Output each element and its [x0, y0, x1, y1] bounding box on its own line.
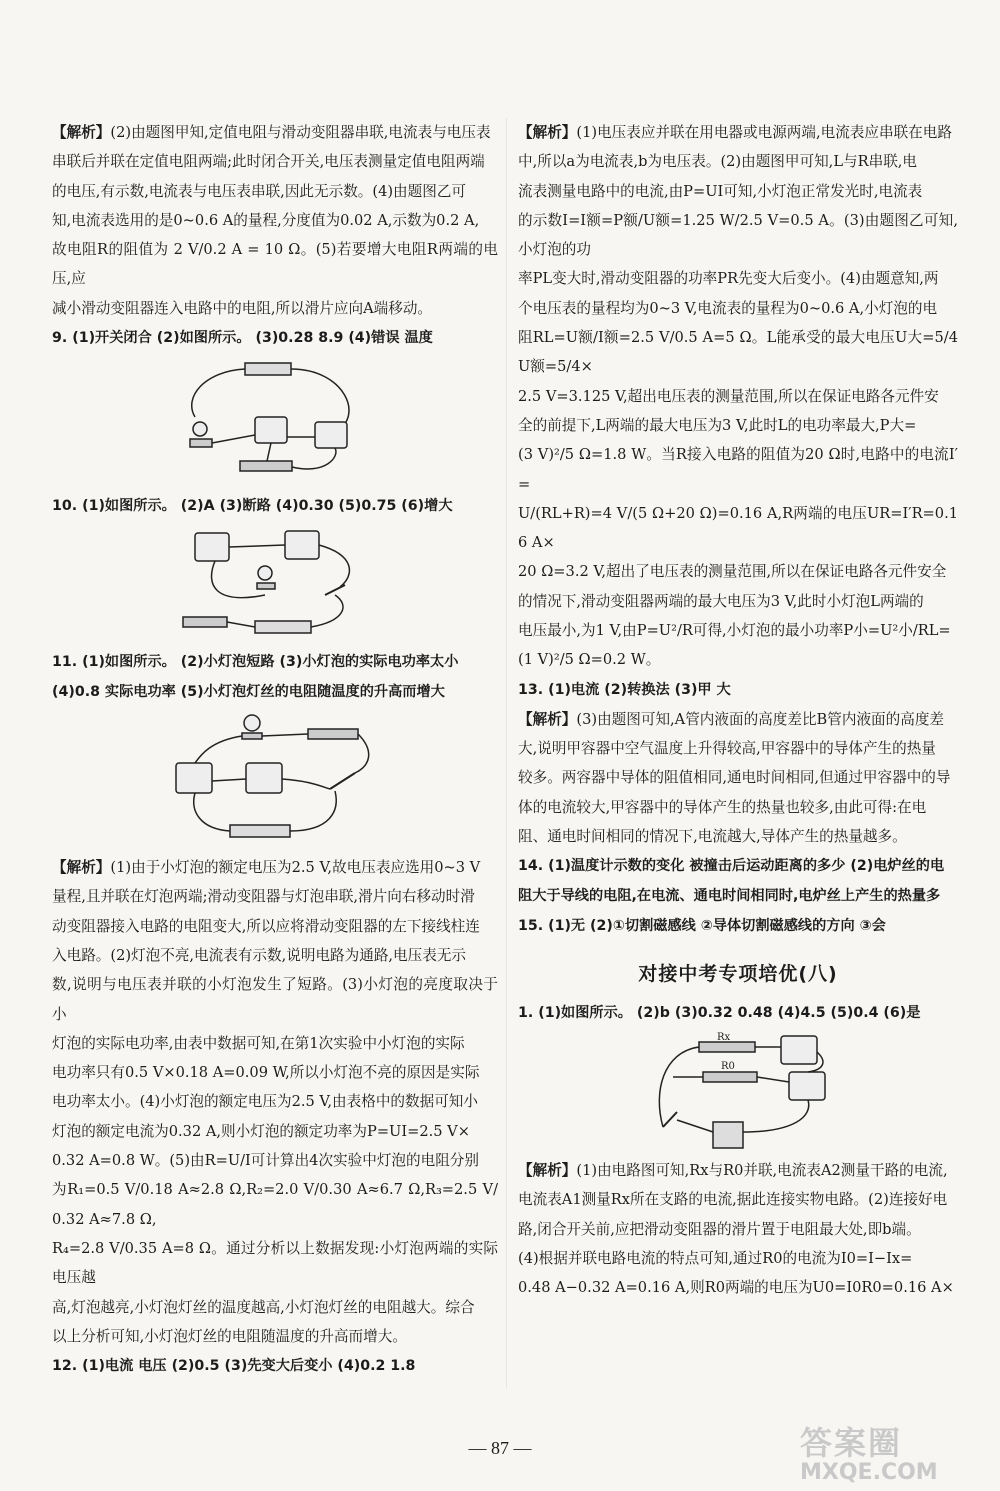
- analysis-line: 流表测量电路中的电流,由P=UI可知,小灯泡正常发光时,电流表: [518, 182, 923, 200]
- analysis-line: (3 V)²/5 Ω=1.8 W。当R接入电路的阻值为20 Ω时,电路中的电流I′=: [518, 446, 958, 493]
- analysis-line: 高,灯泡越亮,小灯泡灯丝的温度越高,小灯泡灯丝的电阻越大。综合: [52, 1298, 475, 1316]
- analysis-tag: 【解析】: [518, 710, 577, 728]
- analysis-line: 电功率太小。(4)小灯泡的额定电压为2.5 V,由表格中的数据可知小: [52, 1093, 478, 1111]
- analysis-line: 灯泡的实际电功率,由表中数据可知,在第1次实验中小灯泡的实际: [52, 1034, 465, 1052]
- answer-text: (1)如图所示。 (2)A (3)断路 (4)0.30 (5)0.75 (6)增大: [82, 498, 453, 515]
- analysis-line: 2.5 V=3.125 V,超出电压表的测量范围,所以在保证电路各元件安: [518, 387, 939, 405]
- circuit-figure-10: [175, 525, 375, 643]
- watermark-logo: [800, 1418, 985, 1484]
- analysis-line: (1)由电路图可知,Rx与R0并联,电流表A2测量干路的电流,: [576, 1162, 948, 1180]
- analysis-line: 大,说明甲容器中空气温度上升得较高,甲容器中的导体产生的热量: [518, 739, 936, 757]
- analysis-line: 电功率只有0.5 V×0.18 A=0.09 W,所以小灯泡不亮的原因是实际: [52, 1064, 480, 1082]
- answer-text: (1)如图所示。 (2)b (3)0.32 0.48 (4)4.5 (5)0.4 (6)是: [538, 1005, 921, 1022]
- analysis-block-s1: [518, 1156, 958, 1302]
- analysis-line: 阻RL=U额/I额=2.5 V/0.5 A=5 Ω。L能承受的最大电压U大=5/4U额=5/4×: [518, 329, 958, 376]
- answer-text: (1)无 (2)①切割磁感线 ②导体切割磁感线的方向 ③会: [548, 918, 886, 935]
- analysis-line: (2)由题图甲知,定值电阻与滑动变阻器串联,电流表与电压表: [110, 124, 491, 141]
- analysis-line: 数,说明与电压表并联的小灯泡发生了短路。(3)小灯泡的亮度取决于小: [52, 976, 498, 1023]
- analysis-line: 率PL变大时,滑动变阻器的功率PR先变大后变小。(4)由题意知,两: [518, 270, 939, 288]
- analysis-line: 故电阻R的阻值为 2 V/0.2 A = 10 Ω。(5)若要增大电阻R两端的电压,应: [52, 241, 498, 288]
- analysis-line: 知,电流表选用的是0~0.6 A的量程,分度值为0.02 A,示数为0.2 A,: [52, 211, 480, 229]
- analysis-line: 路,闭合开关前,应把滑动变阻器的滑片置于电阻最大处,即b端。: [518, 1220, 921, 1238]
- analysis-line: 电压最小,为1 V,由P=U²/R可得,小灯泡的最小功率P小=U²小/RL=: [518, 622, 951, 640]
- analysis-tag: 【解析】: [52, 124, 111, 141]
- analysis-line: (1 V)²/5 Ω=0.2 W。: [518, 651, 661, 669]
- analysis-line: 阻、通电时间相同的情况下,电流越大,导体产生的热量越多。: [518, 827, 907, 845]
- analysis-tag: 【解析】: [518, 124, 577, 141]
- analysis-line: 体的电流较大,甲容器中的导体产生的热量也较多,由此可得:在电: [518, 798, 927, 816]
- circuit-figure-11: [170, 711, 380, 849]
- question-number: 13.: [518, 681, 544, 698]
- answer-12: [52, 1351, 498, 1381]
- section-title: 对接中考专项培优(八): [638, 963, 838, 986]
- analysis-line: 动变阻器接入电路的电阻变大,所以应将滑动变阻器的左下接线柱连: [52, 917, 480, 935]
- left-column: [52, 118, 498, 1381]
- analysis-line: 20 Ω=3.2 V,超出了电压表的测量范围,所以在保证电路各元件安全: [518, 563, 947, 581]
- answer-text: (1)电流 电压 (2)0.5 (3)先变大后变小 (4)0.2 1.8: [82, 1358, 416, 1375]
- analysis-line: 电流表A1测量Rx所在支路的电流,据此连接实物电路。(2)连接好电: [518, 1191, 948, 1209]
- analysis-line: 较多。两容器中导体的阻值相同,通电时间相同,但通过甲容器中的导: [518, 769, 951, 787]
- analysis-line: 全的前提下,L两端的最大电压为3 V,此时L的电功率最大,P大=: [518, 416, 917, 434]
- question-number: 14.: [518, 858, 544, 875]
- circuit-figure-9: [175, 357, 375, 487]
- answer-s1: [518, 998, 958, 1028]
- analysis-tag: 【解析】: [52, 859, 111, 877]
- analysis-tag: 【解析】: [518, 1162, 577, 1180]
- analysis-block-13: [518, 705, 958, 851]
- analysis-line: 为R₁=0.5 V/0.18 A≈2.8 Ω,R₂=2.0 V/0.30 A≈6.7 Ω,R₃=2.5 V/0.32 A≈7.8 Ω,: [52, 1181, 498, 1228]
- answer-text: (1)电流 (2)转换法 (3)甲 大: [548, 681, 731, 698]
- answer-text: (1)开关闭合 (2)如图所示。 (3)0.28 8.9 (4)错误 温度: [72, 330, 433, 347]
- analysis-line: 量程,且并联在灯泡两端;滑动变阻器与灯泡串联,滑片向右移动时滑: [52, 888, 475, 906]
- answer-15: [518, 911, 958, 941]
- answer-14: [518, 851, 958, 911]
- answer-13: [518, 675, 958, 705]
- right-column: [518, 118, 958, 1303]
- question-number: 15.: [518, 918, 544, 935]
- answer-11: [52, 647, 498, 707]
- answer-10: [52, 491, 498, 521]
- watermark-bottom: MXQE.COM: [800, 1460, 938, 1485]
- question-number: 9.: [52, 330, 68, 347]
- analysis-line: 以上分析可知,小灯泡灯丝的电阻随温度的升高而增大。: [52, 1327, 407, 1345]
- question-number: 10.: [52, 498, 78, 515]
- analysis-line: (1)电压表应并联在用电器或电源两端,电流表应串联在电路: [576, 124, 952, 141]
- analysis-line: (1)由于小灯泡的额定电压为2.5 V,故电压表应选用0~3 V: [110, 859, 481, 877]
- analysis-line: 灯泡的额定电流为0.32 A,则小灯泡的额定功率为P=UI=2.5 V×: [52, 1122, 470, 1140]
- analysis-line: 个电压表的量程均为0~3 V,电流表的量程为0~0.6 A,小灯泡的电: [518, 299, 938, 317]
- question-number: 1.: [518, 1005, 534, 1022]
- analysis-line: (4)根据并联电路电流的特点可知,通过R0的电流为I0=I−Ix=: [518, 1250, 913, 1268]
- analysis-line: R₄=2.8 V/0.35 A=8 Ω。通过分析以上数据发现:小灯泡两端的实际电压越: [52, 1239, 498, 1287]
- answer-text: (1)如图所示。 (2)小灯泡短路 (3)小灯泡的实际电功率太小: [82, 654, 459, 671]
- resistor-rx-label: Rx: [717, 1032, 731, 1044]
- analysis-line: 0.32 A=0.8 W。(5)由R=U/I可计算出4次实验中灯泡的电阻分别: [52, 1152, 479, 1170]
- analysis-line: 中,所以a为电流表,b为电压表。(2)由题图甲可知,L与R串联,电: [518, 153, 918, 171]
- analysis-block-11: [52, 853, 498, 1351]
- analysis-line: 的情况下,滑动变阻器两端的最大电压为3 V,此时小灯泡L两端的: [518, 592, 924, 610]
- analysis-line: 串联后并联在定值电阻两端;此时闭合开关,电压表测量定值电阻两端: [52, 153, 485, 171]
- analysis-block-12: [518, 118, 958, 675]
- question-number: 12.: [52, 1358, 78, 1375]
- analysis-line: 的示数I=I额=P额/U额=1.25 W/2.5 V=0.5 A。(3)由题图乙可知,小灯泡的功: [518, 211, 958, 259]
- answer-text: (4)0.8 实际电功率 (5)小灯泡灯丝的电阻随温度的升高而增大: [52, 684, 445, 701]
- question-number: 11.: [52, 654, 78, 671]
- analysis-line: (3)由题图可知,A管内液面的高度差比B管内液面的高度差: [576, 710, 945, 728]
- circuit-figure-s1: [643, 1032, 833, 1152]
- answer-text: (1)温度计示数的变化 被撞击后运动距离的多少 (2)电炉丝的电: [548, 858, 945, 875]
- watermark-top: 答案圈: [800, 1424, 903, 1462]
- analysis-block-8: [52, 118, 498, 323]
- analysis-line: 的电压,有示数,电流表与电压表串联,因此无示数。(4)由题图乙可: [52, 182, 467, 200]
- analysis-line: 入电路。(2)灯泡不亮,电流表有示数,说明电路为通路,电压表无示: [52, 946, 467, 964]
- answer-9: [52, 323, 498, 353]
- analysis-line: U/(RL+R)=4 V/(5 Ω+20 Ω)=0.16 A,R两端的电压UR=I′R=0.16 A×: [518, 504, 958, 552]
- column-divider: [506, 118, 507, 1388]
- resistor-r0-label: R0: [721, 1061, 735, 1073]
- page-number: — 87 —: [468, 1438, 532, 1458]
- analysis-line: 减小滑动变阻器连入电路中的电阻,所以滑片应向A端移动。: [52, 299, 433, 317]
- analysis-line: 0.48 A−0.32 A=0.16 A,则R0两端的电压为U0=I0R0=0.16 A×: [518, 1279, 954, 1297]
- answer-text: 阻大于导线的电阻,在电流、通电时间相同时,电炉丝上产生的热量多: [518, 888, 941, 905]
